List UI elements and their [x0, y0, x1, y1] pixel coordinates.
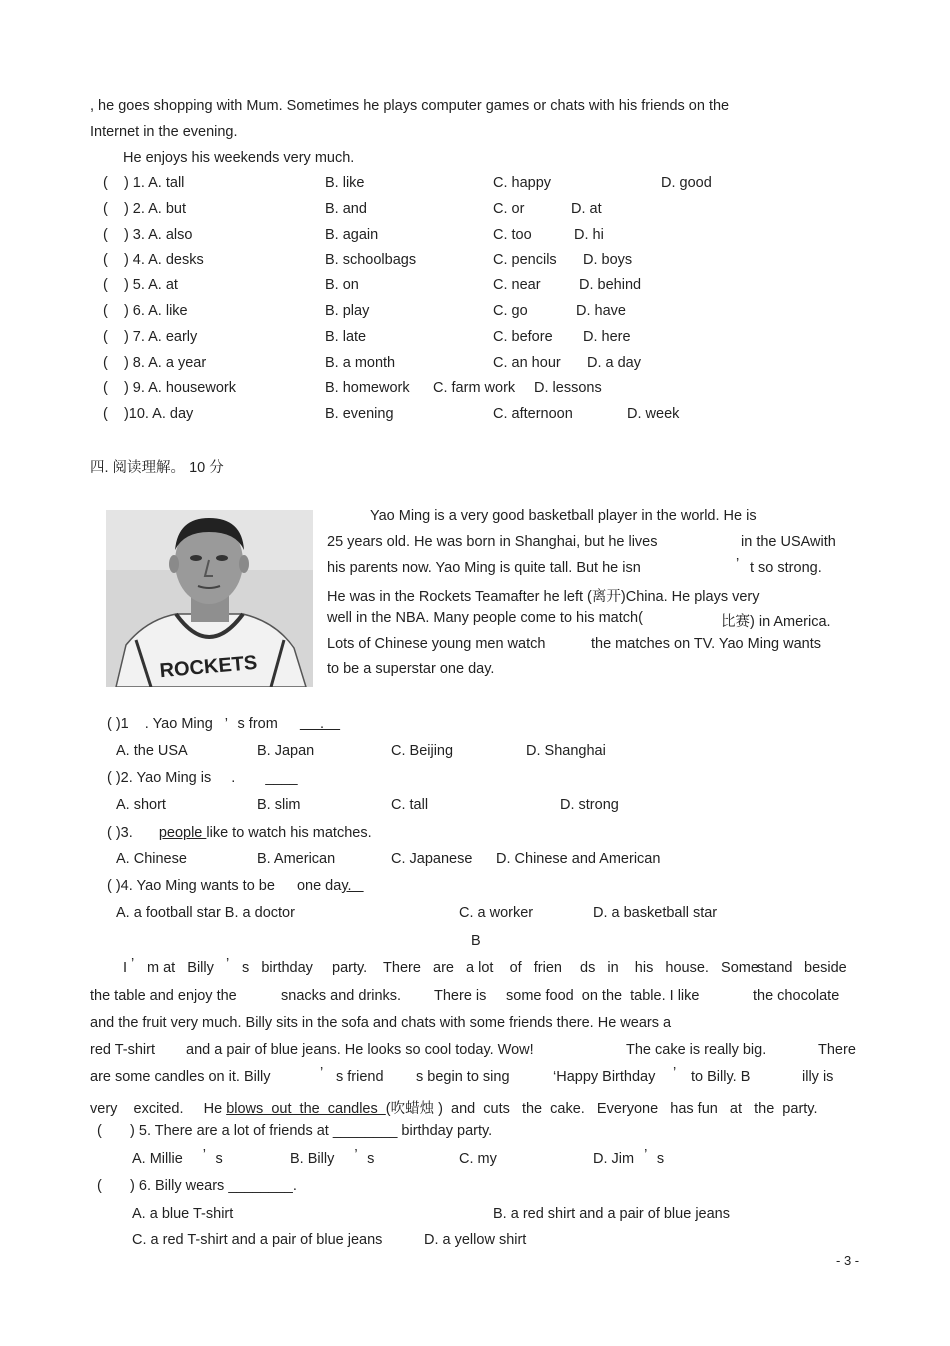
- option[interactable]: B. slim: [257, 797, 301, 813]
- cloze-option[interactable]: B. homework: [325, 380, 410, 396]
- cloze-question-option-a[interactable]: ( ) 2. A. but: [103, 201, 187, 217]
- option[interactable]: B. a red shirt and a pair of blue jeans: [493, 1206, 730, 1222]
- passage-line: stand: [757, 960, 793, 976]
- answer-blank[interactable]: y.: [341, 878, 364, 894]
- passage-line: beside: [804, 960, 847, 976]
- cloze-option[interactable]: B. play: [325, 303, 370, 319]
- option[interactable]: D. Chinese and American: [496, 851, 661, 867]
- question-text: like to watch his matches.: [206, 825, 372, 841]
- passage-line: to Billy. B: [691, 1069, 751, 1085]
- apostrophe: ’: [131, 956, 135, 972]
- cloze-question-option-a[interactable]: ( ) 9. A. housework: [103, 380, 236, 396]
- cloze-option[interactable]: C. too: [493, 227, 532, 243]
- page-number: - 3 -: [836, 1253, 860, 1268]
- passage-line: his parents now. Yao Ming is quite tall. But he isn: [327, 560, 641, 576]
- passage-line: There: [818, 1042, 856, 1058]
- question-stem: [107, 825, 372, 841]
- apostrophe: ’: [736, 556, 740, 572]
- cloze-option[interactable]: D. have: [576, 303, 626, 319]
- cloze-option[interactable]: C. pencils: [493, 252, 557, 268]
- cloze-option[interactable]: D. boys: [583, 252, 633, 268]
- cloze-option[interactable]: D. lessons: [534, 380, 602, 396]
- cloze-option[interactable]: B. and: [325, 201, 367, 217]
- option[interactable]: D. Shanghai: [526, 743, 606, 759]
- passage-line: There is: [434, 988, 487, 1004]
- passage-line: the chocolate: [753, 988, 840, 1004]
- passage-line: 25 years old. He was born in Shanghai, but he lives: [327, 534, 658, 550]
- passage-line: are some candles on it. Billy: [90, 1069, 271, 1085]
- option[interactable]: C. a worker: [459, 905, 534, 921]
- cloze-option[interactable]: C. an hour: [493, 355, 561, 371]
- question-text: ( )4. Yao Ming wants to be: [107, 878, 275, 894]
- cloze-option[interactable]: B. like: [325, 175, 365, 191]
- apostrophe: ’: [202, 1147, 206, 1163]
- cloze-option[interactable]: B. on: [325, 277, 359, 293]
- cloze-question-option-a[interactable]: ( ) 4. A. desks: [103, 252, 204, 268]
- question-stem: [107, 770, 298, 786]
- option[interactable]: C. tall: [391, 797, 429, 813]
- question-stem: [107, 878, 364, 894]
- option-text: B. Billy: [290, 1151, 335, 1167]
- passage-line: and a pair of blue jeans. He looks so cool today. Wow!: [186, 1042, 534, 1058]
- question-text: .: [231, 770, 236, 786]
- cloze-question-option-a[interactable]: ( ) 7. A. early: [103, 329, 198, 345]
- question-stem: ( ) 5. There are a lot of friends at ________ birthday party.: [97, 1123, 493, 1139]
- cloze-option[interactable]: C. or: [493, 201, 525, 217]
- cloze-option[interactable]: C. before: [493, 329, 553, 345]
- passage-line: Yao Ming is a very good basketball player in the world. He is: [370, 508, 757, 524]
- cloze-option[interactable]: B. a month: [325, 355, 396, 371]
- passage-line: red T-shirt: [90, 1042, 156, 1058]
- question-text: ( )2. Yao Ming is: [107, 770, 212, 786]
- option[interactable]: [132, 1147, 223, 1167]
- cloze-option[interactable]: C. go: [493, 303, 528, 319]
- passage-line: illy is: [802, 1069, 834, 1085]
- option[interactable]: [593, 1147, 665, 1167]
- cloze-option[interactable]: D. good: [661, 175, 712, 191]
- yao-ming-photo: [106, 510, 313, 687]
- passage-line: He enjoys his weekends very much.: [123, 150, 355, 166]
- passage-line: s birthday: [242, 960, 313, 976]
- apostrophe: ’: [644, 1147, 647, 1163]
- passage-line: well in the NBA. Many people come to his match(: [327, 610, 643, 626]
- cloze-option[interactable]: B. late: [325, 329, 367, 345]
- cloze-option[interactable]: C. happy: [493, 175, 552, 191]
- cloze-question-option-a[interactable]: ( )10. A. day: [103, 406, 194, 422]
- cloze-option[interactable]: C. near: [493, 277, 541, 293]
- option[interactable]: C. a red T-shirt and a pair of blue jeans: [132, 1232, 383, 1248]
- passage-line: m at Billy: [147, 960, 214, 976]
- passage-line: and the fruit very much. Billy sits in the sofa and chats with some friends there. He wears a: [90, 1015, 672, 1031]
- passage-text: He was in the Rockets Teamafter he left (: [327, 589, 592, 605]
- passage-line: ‘Happy Birthday: [553, 1069, 656, 1085]
- apostrophe: ’: [354, 1147, 358, 1163]
- passage-text: )China. He plays very: [620, 589, 760, 605]
- apostrophe: ’: [224, 716, 228, 732]
- passage-line: Internet in the evening.: [90, 124, 238, 140]
- option[interactable]: B. American: [257, 851, 336, 867]
- answer-blank[interactable]: .: [299, 716, 341, 732]
- cloze-option[interactable]: D. hi: [574, 227, 604, 243]
- passage-text: (吹蜡烛 ) and cuts the cake. Everyone has fun at the party.: [385, 1101, 818, 1117]
- option-text: s: [656, 1151, 665, 1167]
- option[interactable]: A. a blue T-shirt: [132, 1206, 234, 1222]
- section-label: B: [471, 933, 481, 949]
- passage-line: s begin to sing: [416, 1069, 510, 1085]
- option[interactable]: C. Japanese: [391, 851, 473, 867]
- option[interactable]: A. the USA: [116, 743, 188, 759]
- option[interactable]: D. strong: [560, 797, 619, 813]
- passage-line: party. There are a lot of frien: [332, 960, 562, 976]
- passage-line: in the USAwith: [741, 534, 836, 550]
- passage-line: [721, 610, 831, 631]
- passage-line: the matches on TV. Yao Ming wants: [591, 636, 821, 652]
- apostrophe: ’: [226, 956, 230, 972]
- jersey-text: ROCKETS: [158, 651, 259, 683]
- passage-line: [90, 1097, 818, 1118]
- cloze-question-option-a[interactable]: ( ) 3. A. also: [103, 227, 193, 243]
- question-text: s from: [237, 716, 278, 732]
- passage-line: [327, 585, 760, 606]
- passage-line: the table and enjoy the: [90, 988, 237, 1004]
- option[interactable]: A. Chinese: [116, 851, 187, 867]
- option[interactable]: A. short: [116, 797, 166, 813]
- option[interactable]: C. Beijing: [391, 743, 454, 759]
- passage-line: Lots of Chinese young men watch: [327, 636, 546, 652]
- option-text: A. Millie: [132, 1151, 183, 1167]
- underlined-text: blows out the candles: [226, 1101, 386, 1117]
- cloze-question-option-a[interactable]: ( ) 8. A. a year: [103, 355, 207, 371]
- question-number: ( )1: [107, 716, 129, 732]
- passage-line: I: [123, 960, 128, 976]
- cloze-question-option-a[interactable]: ( ) 6. A. like: [103, 303, 188, 319]
- passage-line: some food on the table. I like: [506, 988, 700, 1004]
- passage-line: to be a superstar one day.: [327, 661, 495, 677]
- cloze-option[interactable]: D. a day: [587, 355, 641, 371]
- passage-line: t so strong.: [750, 560, 822, 576]
- passage-line: ds in his house. Some: [580, 960, 759, 976]
- cloze-option[interactable]: D. week: [627, 406, 680, 422]
- cloze-option[interactable]: D. behind: [579, 277, 642, 293]
- question-text: one da: [296, 878, 342, 894]
- player-image: [106, 510, 313, 687]
- option[interactable]: D. a basketball star: [593, 905, 718, 921]
- option[interactable]: B. Japan: [257, 743, 315, 759]
- underlined-text: people: [158, 825, 207, 841]
- passage-text: ) in America.: [750, 614, 831, 630]
- question-stem: [107, 716, 340, 732]
- cloze-option[interactable]: D. at: [571, 201, 602, 217]
- option-text: s: [215, 1151, 223, 1167]
- cloze-option[interactable]: B. schoolbags: [325, 252, 417, 268]
- passage-text: very excited. He: [90, 1101, 223, 1117]
- cloze-option[interactable]: B. evening: [325, 406, 394, 422]
- option[interactable]: D. a yellow shirt: [424, 1232, 527, 1248]
- question-text: . Yao Ming: [144, 716, 213, 732]
- option[interactable]: A. a football star B. a doctor: [116, 905, 295, 921]
- option[interactable]: [290, 1147, 375, 1167]
- cloze-question-option-a[interactable]: ( ) 1. A. tall: [103, 175, 185, 191]
- option-text: s: [367, 1151, 375, 1167]
- chinese-gloss: 比赛: [721, 614, 750, 630]
- passage-line: s friend: [336, 1069, 384, 1085]
- section-heading: 四. 阅读理解。 10 分: [90, 460, 224, 476]
- apostrophe: ’: [673, 1065, 677, 1081]
- passage-line: The cake is really big.: [626, 1042, 767, 1058]
- cloze-question-option-a[interactable]: ( ) 5. A. at: [103, 277, 178, 293]
- cloze-option[interactable]: C. farm work: [433, 380, 516, 396]
- cloze-option[interactable]: D. here: [583, 329, 631, 345]
- question-text: ( )3.: [107, 825, 133, 841]
- apostrophe: ’: [320, 1065, 324, 1081]
- chinese-gloss: 离开: [591, 589, 621, 605]
- question-stem: ( ) 6. Billy wears ________.: [97, 1178, 297, 1194]
- cloze-option[interactable]: C. afternoon: [493, 406, 573, 422]
- option[interactable]: C. my: [459, 1151, 497, 1167]
- answer-blank[interactable]: ____: [265, 770, 298, 786]
- passage-line: snacks and drinks.: [281, 988, 402, 1004]
- passage-line: , he goes shopping with Mum. Sometimes he plays computer games or chats with his friends on the: [90, 98, 730, 114]
- option-text: D. Jim: [593, 1151, 635, 1167]
- cloze-option[interactable]: B. again: [325, 227, 379, 243]
